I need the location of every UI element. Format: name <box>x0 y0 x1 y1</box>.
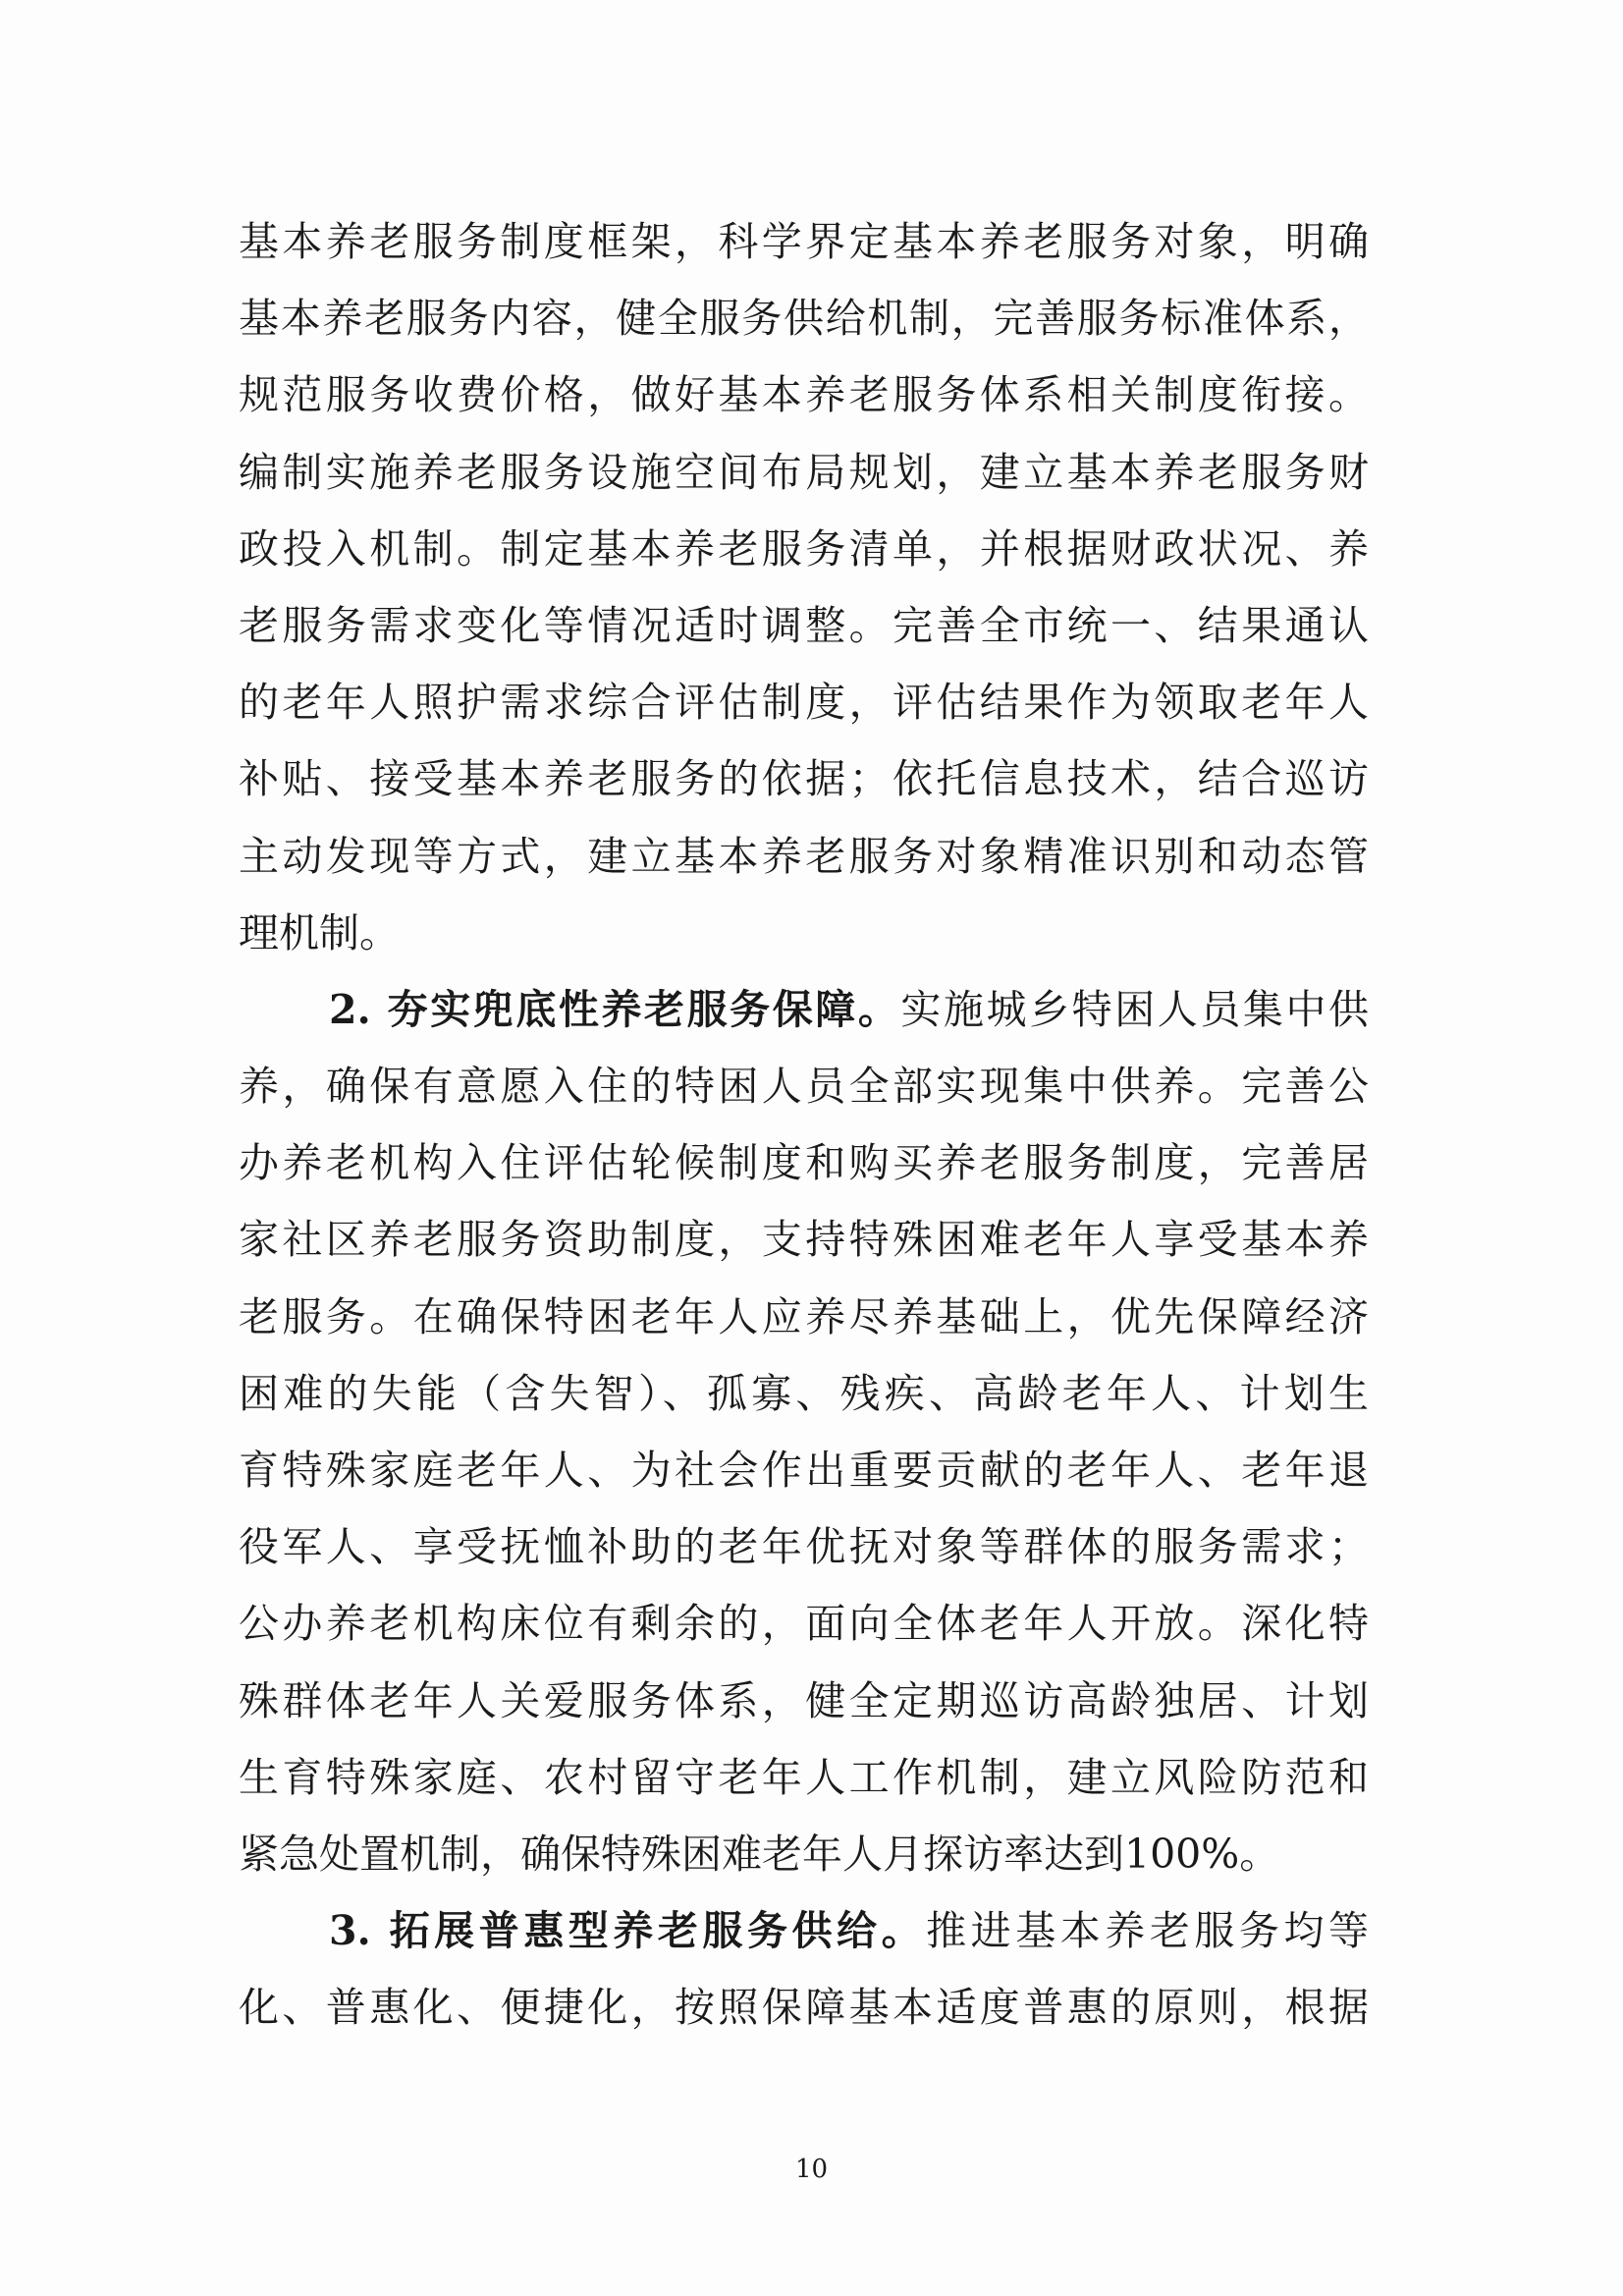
text-span: 推进基本养老服务均等 <box>926 1907 1369 1955</box>
text-line: 家社区养老服务资助制度，支持特殊困难老年人享受基本养 <box>239 1216 1369 1264</box>
text-line: 老服务。在确保特困老年人应养尽养基础上，优先保障经济 <box>239 1292 1369 1340</box>
text-line: 政投入机制。制定基本养老服务清单，并根据财政状况、养 <box>239 524 1369 573</box>
text-line: 基本养老服务制度框架，科学界定基本养老服务对象，明确 <box>239 218 1369 265</box>
section-heading: 3. 拓展普惠型养老服务供给。 <box>329 1907 927 1955</box>
text-line: 生育特殊家庭、农村留守老年人工作机制，建立风险防范和 <box>239 1753 1369 1801</box>
text-line <box>239 1892 1369 1969</box>
text-line: 办养老机构入住评估轮候制度和购买养老服务制度，完善居 <box>239 1139 1369 1187</box>
text-line: 理机制。 <box>239 908 400 957</box>
text-line: 紧急处置机制，确保特殊困难老年人月探访率达到100%。 <box>239 1830 1280 1878</box>
text-line: 养，确保有意愿入住的特困人员全部实现集中供养。完善公 <box>239 1063 1369 1111</box>
text-line: 役军人、享受抚恤补助的老年优抚对象等群体的服务需求； <box>239 1523 1369 1571</box>
text-line: 规范服务收费价格，做好基本养老服务体系相关制度衔接。 <box>239 371 1369 419</box>
text-line: 的老年人照护需求综合评估制度，评估结果作为领取老年人 <box>239 679 1369 727</box>
page-number: 10 <box>794 2155 829 2184</box>
text-line: 公办养老机构床位有剩余的，面向全体老年人开放。深化特 <box>239 1600 1369 1648</box>
text-line: 编制实施养老服务设施空间布局规划，建立基本养老服务财 <box>239 448 1369 496</box>
text-line: 育特殊家庭老年人、为社会作出重要贡献的老年人、老年退 <box>239 1447 1369 1494</box>
text-span: 实施城乡特困人员集中供 <box>900 985 1369 1033</box>
text-line: 老服务需求变化等情况适时调整。完善全市统一、结果通认 <box>239 601 1369 649</box>
text-line <box>239 971 1369 1048</box>
body-text <box>239 203 1369 2047</box>
text-line: 困难的失能（含失智）、孤寡、残疾、高龄老年人、计划生 <box>239 1369 1369 1417</box>
text-line: 补贴、接受基本养老服务的依据；依托信息技术，结合巡访 <box>239 755 1369 803</box>
section-heading: 2. 夯实兜底性养老服务保障。 <box>329 985 901 1033</box>
text-line: 殊群体老年人关爱服务体系，健全定期巡访高龄独居、计划 <box>239 1676 1369 1724</box>
text-line: 基本养老服务内容，健全服务供给机制，完善服务标准体系， <box>239 295 1369 343</box>
text-line: 主动发现等方式，建立基本养老服务对象精准识别和动态管 <box>239 832 1369 880</box>
text-line: 化、普惠化、便捷化，按照保障基本适度普惠的原则，根据 <box>239 1984 1369 2032</box>
